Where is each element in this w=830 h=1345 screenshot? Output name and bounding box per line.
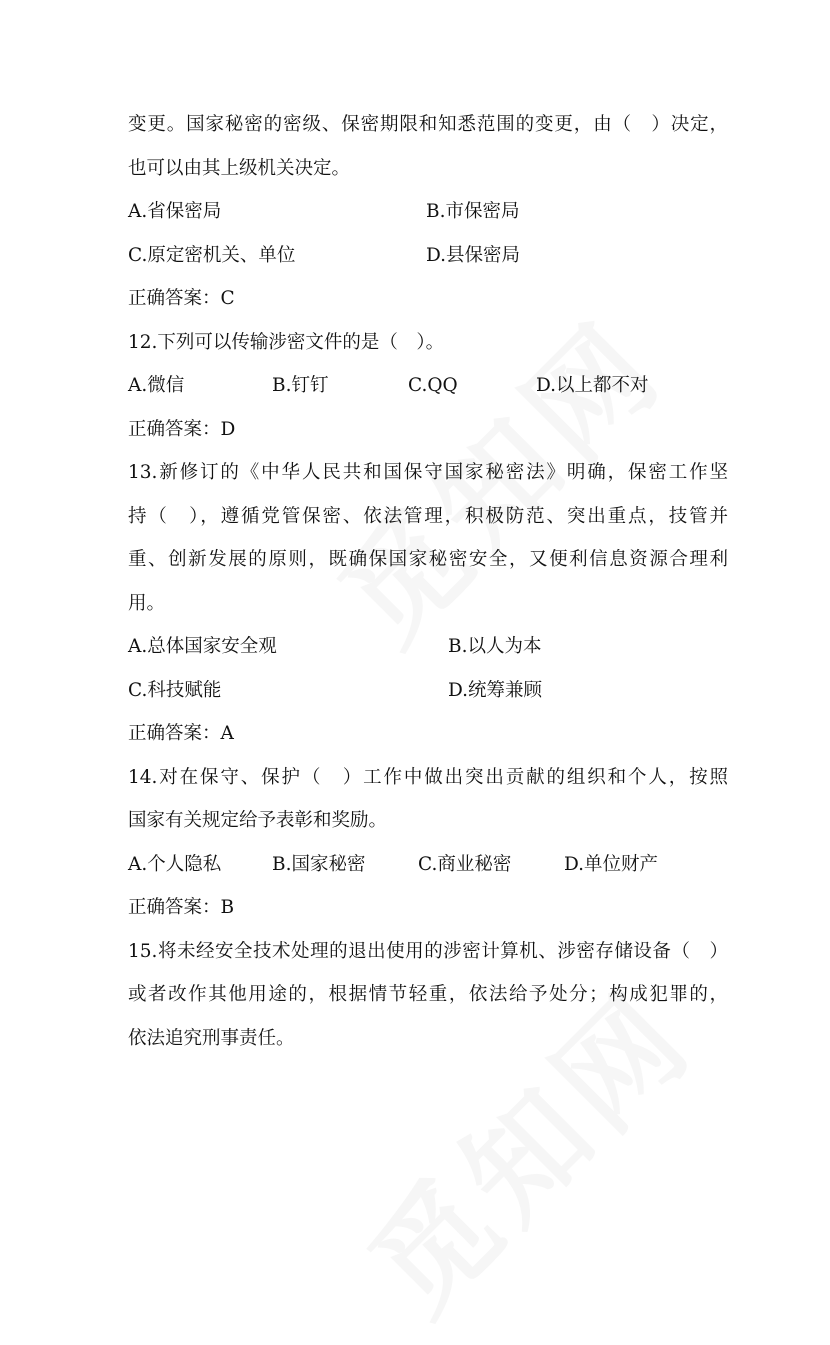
options-row	[128, 625, 728, 669]
option-c: C.QQ	[408, 375, 458, 396]
answer-line: 正确答案：A	[128, 723, 234, 744]
answer-line: 正确答案：C	[128, 288, 235, 309]
question-text-line: 14.对在保守、保护（ ）工作中做出突出贡献的组织和个人，按照	[128, 766, 728, 788]
option-a: A.总体国家安全观	[128, 636, 277, 657]
option-c: C.原定密机关、单位	[128, 244, 296, 266]
question-text-line: 12.下列可以传输涉密文件的是（ ）。	[128, 331, 445, 353]
question-13	[128, 451, 728, 756]
options-row	[128, 843, 728, 887]
option-c: C.科技赋能	[128, 679, 222, 701]
options-row	[128, 234, 728, 278]
question-15	[128, 930, 728, 1061]
question-text-line: 15.将未经安全技术处理的退出使用的涉密计算机、涉密存储设备（ ）	[128, 940, 728, 962]
question-text-line: 也可以由其上级机关决定。	[128, 157, 351, 179]
question-text-line: 国家有关规定给予表彰和奖励。	[128, 810, 388, 831]
question-text-line: 重、创新发展的原则，既确保国家秘密安全，又便利信息资源合理利	[128, 549, 728, 570]
question-text-line: 用。	[128, 592, 166, 614]
option-c: C.商业秘密	[418, 853, 512, 875]
option-d: D.县保密局	[426, 244, 521, 266]
option-b: B.国家秘密	[272, 853, 366, 875]
question-text-line: 依法追究刑事责任。	[128, 1027, 295, 1049]
option-d: D.统筹兼顾	[448, 679, 543, 701]
option-b: B.钉钉	[272, 375, 329, 396]
question-text-line: 13.新修订的《中华人民共和国保守国家秘密法》明确，保密工作坚	[128, 462, 728, 483]
option-b: B.以人为本	[448, 636, 542, 657]
options-row	[128, 364, 728, 408]
question-11	[128, 103, 728, 321]
option-d: D.以上都不对	[536, 375, 649, 396]
option-b: B.市保密局	[426, 201, 520, 222]
answer-line: 正确答案：D	[128, 418, 236, 440]
options-row	[128, 190, 728, 234]
answer-line: 正确答案：B	[128, 897, 235, 918]
question-text-line: 持（ ），遵循党管保密、依法管理，积极防范、突出重点，技管并	[128, 505, 728, 527]
question-text-line: 或者改作其他用途的，根据情节轻重，依法给予处分；构成犯罪的，	[128, 984, 728, 1005]
question-12	[128, 321, 728, 452]
question-list	[128, 103, 728, 1060]
option-a: A.微信	[128, 375, 185, 396]
option-d: D.单位财产	[564, 853, 659, 875]
option-a: A.省保密局	[128, 201, 222, 222]
question-14	[128, 756, 728, 930]
option-a: A.个人隐私	[128, 853, 222, 875]
options-row	[128, 669, 728, 713]
question-text-line: 变更。国家秘密的密级、保密期限和知悉范围的变更，由（ ）决定，	[128, 114, 728, 135]
